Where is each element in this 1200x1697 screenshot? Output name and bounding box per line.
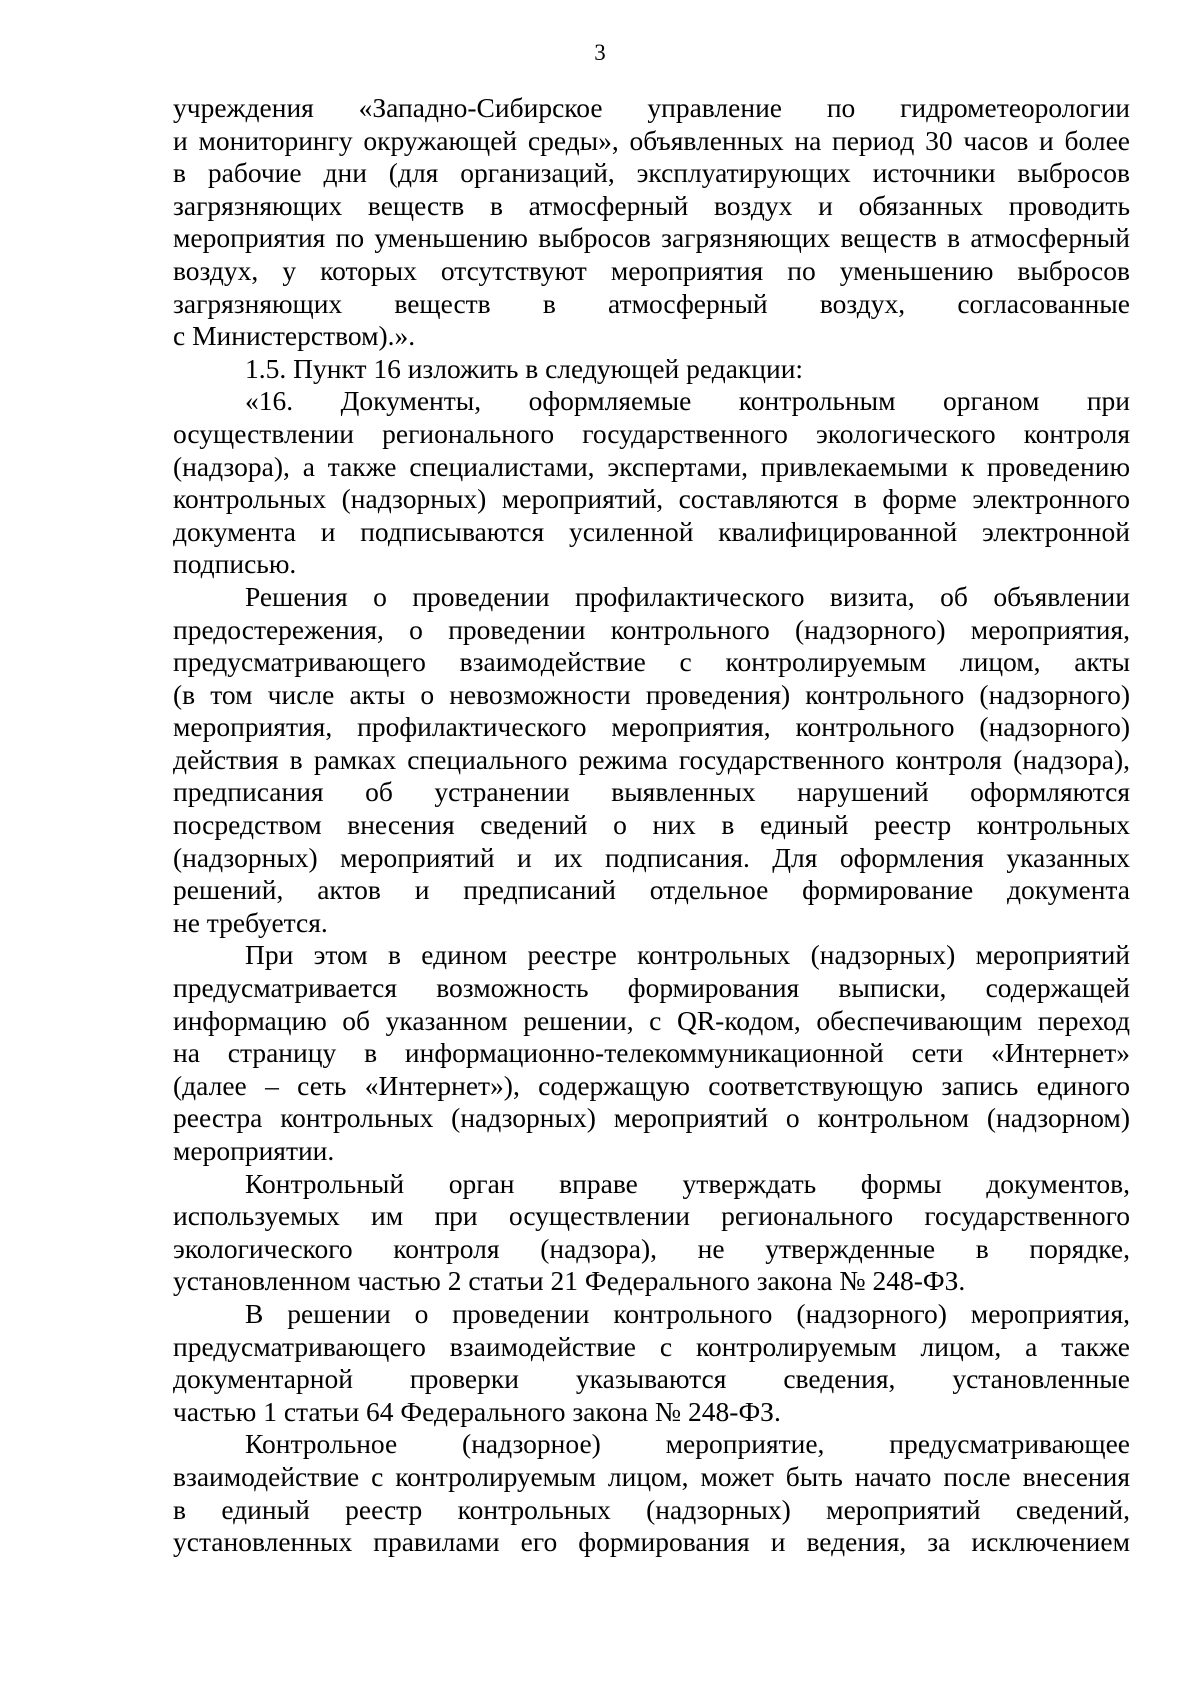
text-line: установленном частью 2 статьи 21 Федерального закона № 248-ФЗ. <box>173 1265 966 1297</box>
text-line: Решения о проведении профилактического визита, об объявлении <box>245 580 1130 612</box>
text-line: осуществлении регионального государственного экологического контроля <box>173 417 1130 449</box>
text-line: загрязняющих веществ в атмосферный воздух и обязанных проводить <box>173 189 1130 221</box>
text-line: загрязняющих веществ в атмосферный воздух, согласованные <box>173 287 1130 319</box>
text-line: (в том числе акты о невозможности проведения) контрольного (надзорного) <box>173 678 1130 710</box>
text-line: мероприятия по уменьшению выбросов загрязняющих веществ в атмосферный <box>173 222 1130 254</box>
paragraph <box>173 385 1130 581</box>
text-line: В решении о проведении контрольного (надзорного) мероприятия, <box>245 1297 1130 1329</box>
paragraph <box>173 1168 1130 1298</box>
text-line: в рабочие дни (для организаций, эксплуатирующих источники выбросов <box>173 157 1130 189</box>
paragraph <box>173 1428 1130 1558</box>
text-line: с Министерством).». <box>173 320 416 352</box>
text-line: (надзора), а также специалистами, экспертами, привлекаемыми к проведению <box>173 450 1130 482</box>
text-line: 1.5. Пункт 16 изложить в следующей редакции: <box>245 352 804 384</box>
text-line: предусматривающего взаимодействие с контролируемым лицом, акты <box>173 646 1130 678</box>
text-line: установленных правилами его формирования и ведения, за исключением <box>173 1526 1130 1558</box>
text-line: экологического контроля (надзора), не утвержденные в порядке, <box>173 1232 1130 1264</box>
text-line: предусматривается возможность формирования выписки, содержащей <box>173 972 1130 1004</box>
text-line: используемых им при осуществлении регионального государственного <box>173 1200 1130 1232</box>
text-line: подписью. <box>173 548 297 580</box>
paragraph <box>173 92 1130 353</box>
text-line: посредством внесения сведений о них в единый реестр контрольных <box>173 809 1130 841</box>
text-line: учреждения «Западно-Сибирское управление по гидрометеорологии <box>173 92 1130 123</box>
text-line: документа и подписываются усиленной квалифицированной электронной <box>173 515 1130 547</box>
text-line: и мониторингу окружающей среды», объявленных на период 30 часов и более <box>173 124 1130 156</box>
text-line: предписания об устранении выявленных нарушений оформляются <box>173 776 1130 808</box>
text-line: (далее – сеть «Интернет»), содержащую соответствующую запись единого <box>173 1069 1130 1101</box>
text-line: взаимодействие с контролируемым лицом, может быть начато после внесения <box>173 1460 1130 1492</box>
text-line: При этом в едином реестре контрольных (надзорных) мероприятий <box>245 939 1130 971</box>
text-line: мероприятия, профилактического мероприятия, контрольного (надзорного) <box>173 711 1130 743</box>
text-line: частью 1 статьи 64 Федерального закона № 248-ФЗ. <box>173 1395 781 1427</box>
text-line: решений, актов и предписаний отдельное формирование документа <box>173 874 1130 906</box>
text-line: Контрольное (надзорное) мероприятие, предусматривающее <box>245 1428 1130 1460</box>
text-line: не требуется. <box>173 906 328 938</box>
text-line: «16. Документы, оформляемые контрольным органом при <box>245 385 1130 417</box>
text-line: реестра контрольных (надзорных) мероприятий о контрольном (надзорном) <box>173 1102 1130 1134</box>
text-line: действия в рамках специального режима государственного контроля (надзора), <box>173 743 1130 775</box>
text-line: информацию об указанном решении, с QR-кодом, обеспечивающим переход <box>173 1004 1130 1036</box>
text-line: в единый реестр контрольных (надзорных) мероприятий сведений, <box>173 1493 1130 1525</box>
paragraph <box>173 353 1130 386</box>
document-body <box>173 92 1130 1559</box>
text-line: контрольных (надзорных) мероприятий, составляются в форме электронного <box>173 483 1130 515</box>
paragraph <box>173 1298 1130 1428</box>
page-number: 3 <box>594 40 606 65</box>
paragraph <box>173 939 1130 1167</box>
text-line: воздух, у которых отсутствуют мероприятия по уменьшению выбросов <box>173 254 1130 286</box>
text-line: предусматривающего взаимодействие с контролируемым лицом, а также <box>173 1330 1130 1362</box>
text-line: предостережения, о проведении контрольного (надзорного) мероприятия, <box>173 613 1130 645</box>
text-line: на страницу в информационно-телекоммуникационной сети «Интернет» <box>173 1037 1130 1069</box>
text-line: мероприятии. <box>173 1135 335 1166</box>
paragraph <box>173 581 1130 940</box>
text-line: документарной проверки указываются сведения, установленные <box>173 1363 1130 1395</box>
text-line: (надзорных) мероприятий и их подписания. Для оформления указанных <box>173 841 1130 873</box>
text-line: Контрольный орган вправе утверждать формы документов, <box>245 1167 1130 1199</box>
